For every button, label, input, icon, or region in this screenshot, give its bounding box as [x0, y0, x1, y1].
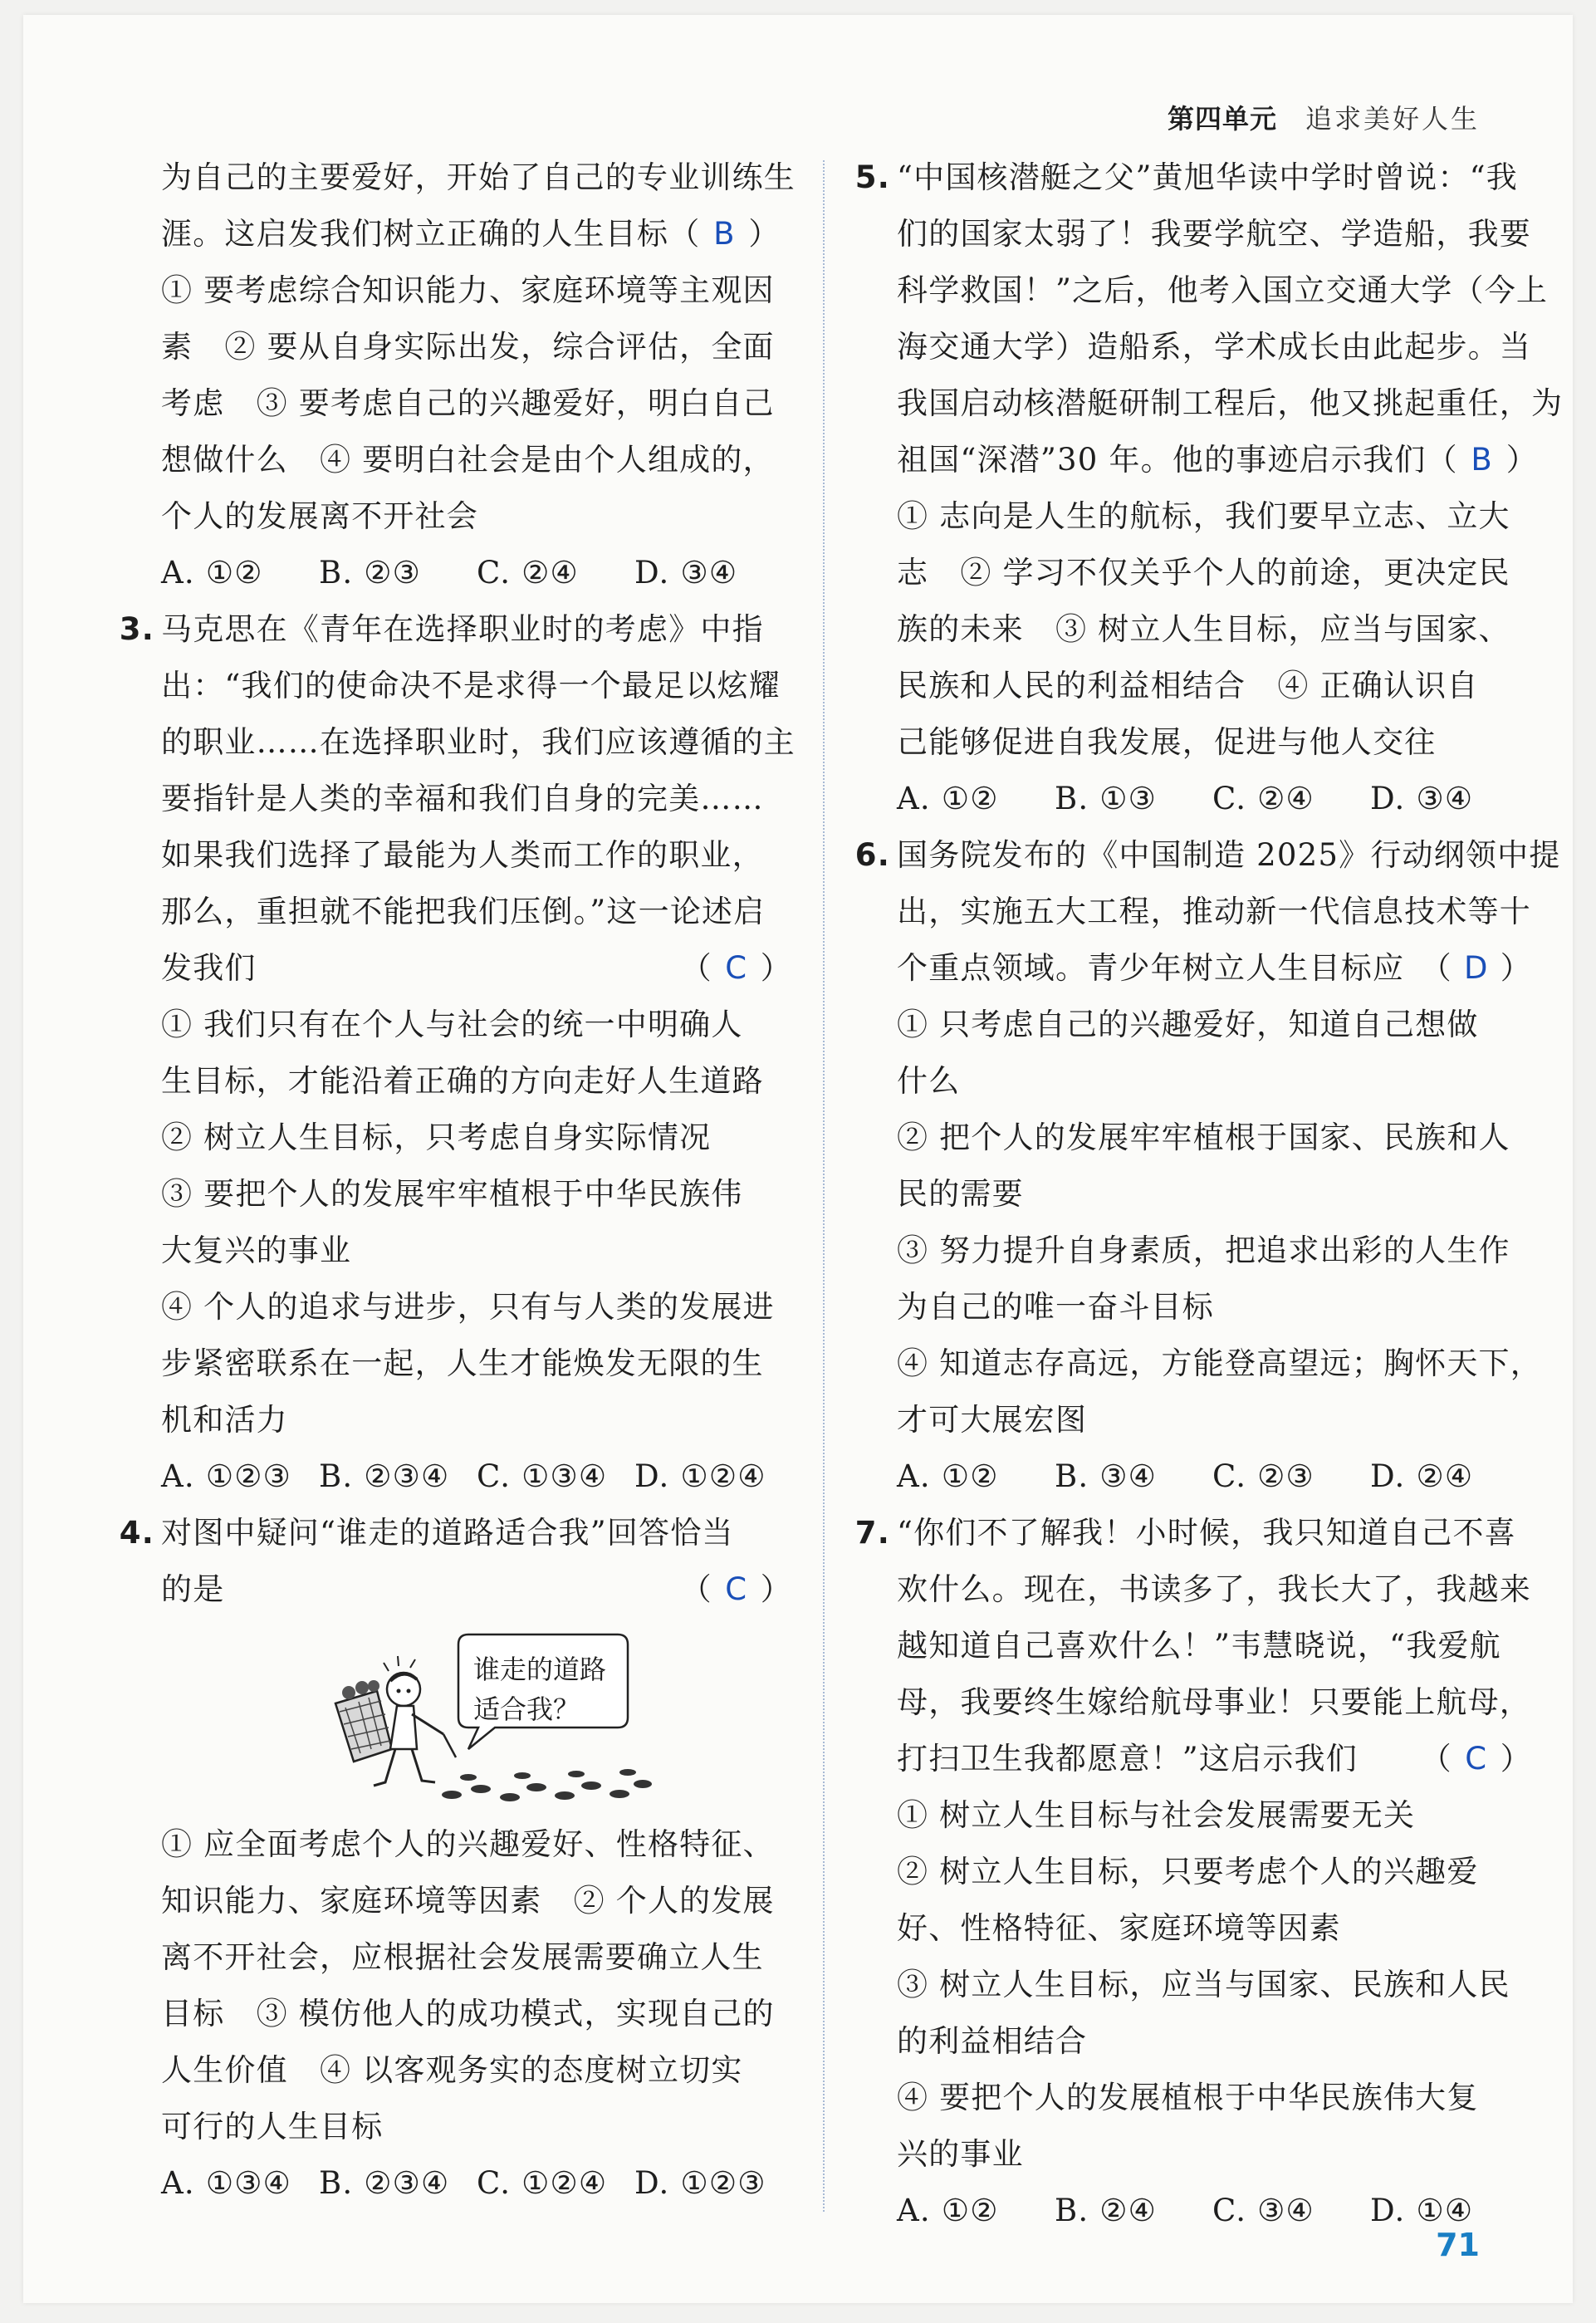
option-line: 为自己的唯一奋斗目标: [897, 1289, 1214, 1325]
question-text-line: 越知道自己喜欢什么！”韦慧晓说，“我爱航: [897, 1628, 1501, 1664]
option-line: 步紧密联系在一起，人生才能焕发无限的生: [161, 1345, 764, 1381]
choice-c[interactable]: C. ②④: [1212, 781, 1314, 816]
choice-b[interactable]: B. ②③: [319, 555, 422, 591]
question-6: [854, 827, 1561, 1505]
question-4: [119, 1505, 792, 2212]
question-text-line: 为自己的主要爱好，开始了自己的专业训练生: [161, 159, 796, 195]
cartoon-figure: [161, 1625, 792, 1811]
question-2-continued: [161, 149, 796, 601]
page-number: 71: [1436, 2227, 1480, 2263]
question-text-line: 出：“我们的使命决不是求得一个最足以炫耀: [161, 668, 781, 703]
option-line: 的利益相结合: [897, 2023, 1088, 2059]
choice-a[interactable]: A. ①②③: [161, 1458, 291, 1494]
question-text-line: 3. 马克思在《青年在选择职业时的考虑》中指: [161, 601, 792, 658]
option-line: ③ 要把个人的发展牢牢植根于中华民族伟: [161, 1176, 743, 1212]
question-text-line: 们的国家太弱了！我要学航空、学造船，我要: [897, 216, 1531, 252]
choice-c[interactable]: C. ②④: [477, 555, 579, 591]
choice-row: [161, 1448, 792, 1505]
choice-d[interactable]: D. ①④: [1370, 2193, 1474, 2228]
question-text-line: 欢什么。现在，书读多了，我长大了，我越来: [897, 1571, 1531, 1607]
answer-mark: C: [725, 950, 748, 986]
question-text-line: 打扫卫生我都愿意！”这启示我们 （ C ）: [897, 1731, 1532, 1787]
choice-a[interactable]: A. ①③④: [161, 2165, 291, 2201]
choice-c[interactable]: C. ①②④: [477, 2165, 608, 2201]
option-line: ② 树立人生目标，只考虑自身实际情况: [161, 1120, 712, 1155]
option-line: 目标 ③ 模仿他人的成功模式，实现自己的: [161, 1996, 775, 2031]
option-line: 离不开社会，应根据社会发展需要确立人生: [161, 1939, 764, 1975]
choice-b[interactable]: B. ②③④: [319, 1458, 450, 1494]
option-line: 民族和人民的利益相结合 ④ 正确认识自: [897, 668, 1479, 703]
question-text-line: 祖国“深潜”30 年。他的事迹启示我们 （ B ）: [897, 432, 1532, 488]
question-text-line: 个重点领域。青少年树立人生目标应 （ D ）: [897, 940, 1532, 997]
question-text-line: 4. 对图中疑问“谁走的道路适合我”回答恰当: [161, 1505, 792, 1561]
answer-mark: C: [1465, 1741, 1488, 1777]
workbook-page: [23, 15, 1573, 2303]
choice-c[interactable]: C. ③④: [1212, 2193, 1314, 2228]
unit-label: 第四单元: [1167, 103, 1277, 135]
unit-title: 追求美好人生: [1305, 103, 1480, 135]
option-line: 什么: [897, 1063, 961, 1099]
choice-a[interactable]: A. ①②: [897, 781, 999, 816]
choice-d[interactable]: D. ②④: [1370, 1458, 1474, 1494]
question-text-line: 我国启动核潜艇研制工程后，他又挑起重任，为: [897, 385, 1564, 421]
choice-d[interactable]: D. ③④: [634, 555, 738, 591]
answer-mark: C: [725, 1571, 748, 1607]
question-number: 6.: [854, 837, 890, 873]
column-divider: [823, 160, 825, 2212]
choice-a[interactable]: A. ①②: [897, 1458, 999, 1494]
option-line: ① 应全面考虑个人的兴趣爱好、性格特征、: [161, 1826, 775, 1862]
option-line: ③ 努力提升自身素质，把追求出彩的人生作: [897, 1233, 1510, 1268]
choice-row: [897, 1448, 1532, 1505]
question-number: 4.: [119, 1515, 154, 1551]
speech-bubble-text: 谁走的道路 适合我？: [473, 1654, 607, 1725]
option-line: ④ 个人的追求与进步，只有与人类的发展进: [161, 1289, 775, 1325]
question-text-line: 那么，重担就不能把我们压倒。”这一论述启: [161, 894, 766, 929]
option-line: ② 把个人的发展牢牢植根于国家、民族和人: [897, 1120, 1510, 1155]
option-line: 知识能力、家庭环境等因素 ② 个人的发展: [161, 1883, 775, 1919]
question-text-line: 母，我要终生嫁给航母事业！只要能上航母，: [897, 1684, 1531, 1720]
question-number: 7.: [854, 1515, 890, 1551]
option-line: 人生价值 ④ 以客观务实的态度树立切实: [161, 2052, 743, 2088]
option-line: ② 树立人生目标，只要考虑个人的兴趣爱: [897, 1854, 1479, 1889]
question-text-line: 科学救国！”之后，他考入国立交通大学（今上: [897, 272, 1549, 308]
option-line: ① 我们只有在个人与社会的统一中明确人: [161, 1007, 743, 1042]
choice-b[interactable]: B. ③④: [1055, 1458, 1158, 1494]
choice-c[interactable]: C. ②③: [1212, 1458, 1314, 1494]
answer-mark: B: [1471, 442, 1493, 478]
question-7: [854, 1505, 1532, 2239]
question-3: [119, 601, 796, 1505]
option-line: 己能够促进自我发展，促进与他人交往: [897, 724, 1437, 760]
choice-a[interactable]: A. ①②: [161, 555, 263, 591]
option-line: ④ 要把个人的发展植根于中华民族伟大复: [897, 2080, 1479, 2115]
option-line: ① 树立人生目标与社会发展需要无关: [897, 1797, 1416, 1833]
answer-mark: B: [713, 216, 736, 252]
option-line: ③ 树立人生目标，应当与国家、民族和人民: [897, 1967, 1510, 2002]
option-line: ① 志向是人生的航标，我们要早立志、立大: [897, 498, 1510, 534]
option-line: 民的需要: [897, 1176, 1024, 1212]
question-text-line: 要指针是人类的幸福和我们自身的完美……: [161, 781, 764, 816]
choice-row: [897, 771, 1532, 827]
question-text-line: 7. “你们不了解我！小时候，我只知道自己不喜: [897, 1505, 1532, 1561]
question-text-line: 5. “中国核潜艇之父”黄旭华读中学时曾说：“我: [897, 149, 1532, 206]
option-line: 志 ② 学习不仅关乎个人的前途，更决定民: [897, 555, 1510, 591]
option-line: 个人的发展离不开社会: [161, 498, 478, 534]
option-line: 机和活力: [161, 1402, 288, 1438]
choice-d[interactable]: D. ③④: [1370, 781, 1474, 816]
question-text-line: 发我们 （ C ）: [161, 940, 792, 997]
question-text-line: 涯。这启发我们树立正确的人生目标（ B ）: [161, 206, 792, 262]
option-line: 兴的事业: [897, 2136, 1024, 2172]
choice-a[interactable]: A. ①②: [897, 2193, 999, 2228]
choice-b[interactable]: B. ②③④: [319, 2165, 450, 2201]
choice-d[interactable]: D. ①②④: [634, 1458, 766, 1494]
question-text-line: 的是 （ C ）: [161, 1561, 792, 1618]
choice-b[interactable]: B. ①③: [1055, 781, 1158, 816]
option-line: 素 ② 要从自身实际出发，综合评估，全面: [161, 329, 775, 365]
option-line: 生目标，才能沿着正确的方向走好人生道路: [161, 1063, 764, 1099]
option-line: 族的未来 ③ 树立人生目标，应当与国家、: [897, 611, 1510, 647]
left-column: [119, 149, 796, 2212]
option-line: 考虑 ③ 要考虑自己的兴趣爱好，明白自己: [161, 385, 775, 421]
answer-mark: D: [1463, 950, 1489, 986]
choice-c[interactable]: C. ①③④: [477, 1458, 608, 1494]
choice-row: [161, 545, 792, 601]
option-line: 才可大展宏图: [897, 1402, 1088, 1438]
option-line: 好、性格特征、家庭环境等因素: [897, 1910, 1341, 1946]
option-line: ① 要考虑综合知识能力、家庭环境等主观因: [161, 272, 775, 308]
option-line: ④ 知道志存高远，方能登高望远；胸怀天下，: [897, 1345, 1542, 1381]
option-line: 想做什么 ④ 要明白社会是由个人组成的，: [161, 442, 775, 478]
question-text-line: 出，实施五大工程，推动新一代信息技术等十: [897, 894, 1531, 929]
question-number: 5.: [854, 159, 890, 195]
option-line: 大复兴的事业: [161, 1233, 352, 1268]
question-5: [854, 149, 1564, 827]
page-header: [1168, 98, 1480, 136]
question-text-line: 如果我们选择了最能为人类而工作的职业，: [161, 837, 764, 873]
question-text-line: 海交通大学）造船系，学术成长由此起步。当: [897, 329, 1531, 365]
question-text-line: 的职业……在选择职业时，我们应该遵循的主: [161, 724, 796, 760]
option-line: ① 只考虑自己的兴趣爱好，知道自己想做: [897, 1007, 1479, 1042]
option-line: 可行的人生目标: [161, 2109, 384, 2144]
right-column: [854, 149, 1564, 2239]
choice-d[interactable]: D. ①②③: [634, 2165, 766, 2201]
question-number: 3.: [119, 611, 154, 647]
choice-row: [161, 2155, 792, 2212]
choice-b[interactable]: B. ②④: [1055, 2193, 1158, 2228]
question-text-line: 6. 国务院发布的《中国制造 2025》行动纲领中提: [897, 827, 1532, 884]
